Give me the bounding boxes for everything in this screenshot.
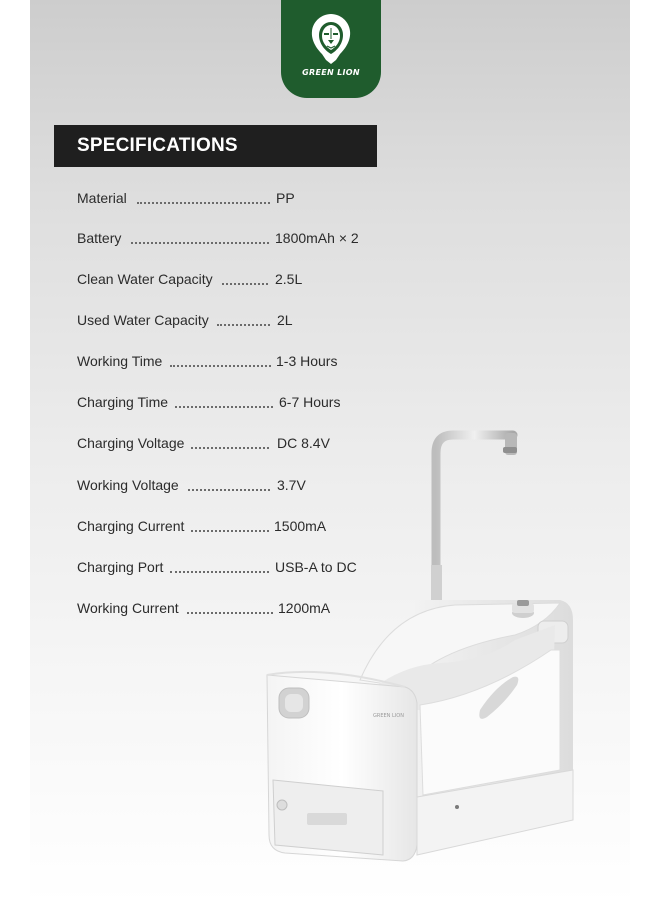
spec-value: USB-A to DC	[275, 559, 357, 575]
spec-label: Material	[77, 190, 127, 206]
spec-label: Working Current	[77, 600, 179, 616]
spec-label: Charging Port	[77, 559, 164, 575]
spec-value: 6-7 Hours	[279, 394, 341, 410]
product-image	[255, 425, 585, 875]
spec-value: 1-3 Hours	[276, 353, 338, 369]
lion-icon	[309, 12, 353, 66]
spec-value: DC 8.4V	[277, 435, 330, 451]
spec-label: Working Voltage	[77, 477, 179, 493]
product-imprint: GREEN LION	[373, 713, 404, 719]
section-title: SPECIFICATIONS	[77, 135, 238, 156]
spec-value: 2.5L	[275, 271, 303, 287]
spec-label: Charging Current	[77, 518, 185, 534]
spec-label: Used Water Capacity	[77, 312, 209, 328]
dotted-leader	[175, 406, 273, 408]
section-header	[54, 125, 377, 167]
dotted-leader	[222, 283, 268, 285]
dotted-leader	[137, 202, 270, 204]
spec-value: 1500mA	[274, 518, 327, 534]
spec-value: 1800mAh × 2	[275, 230, 359, 246]
spec-label: Clean Water Capacity	[77, 271, 213, 287]
brand-name: GREEN LION	[302, 68, 360, 77]
spec-value: 1200mA	[278, 600, 331, 616]
spec-label: Battery	[77, 230, 122, 246]
spec-label: Charging Time	[77, 394, 169, 410]
dotted-leader	[217, 324, 270, 326]
spec-label: Working Time	[77, 353, 163, 369]
dotted-leader	[170, 365, 271, 367]
dotted-leader	[131, 242, 269, 244]
spec-value: 3.7V	[277, 477, 306, 493]
spec-value: PP	[276, 190, 295, 206]
spec-value: 2L	[277, 312, 293, 328]
spec-label: Charging Voltage	[77, 435, 185, 451]
brand-logo	[281, 0, 381, 98]
